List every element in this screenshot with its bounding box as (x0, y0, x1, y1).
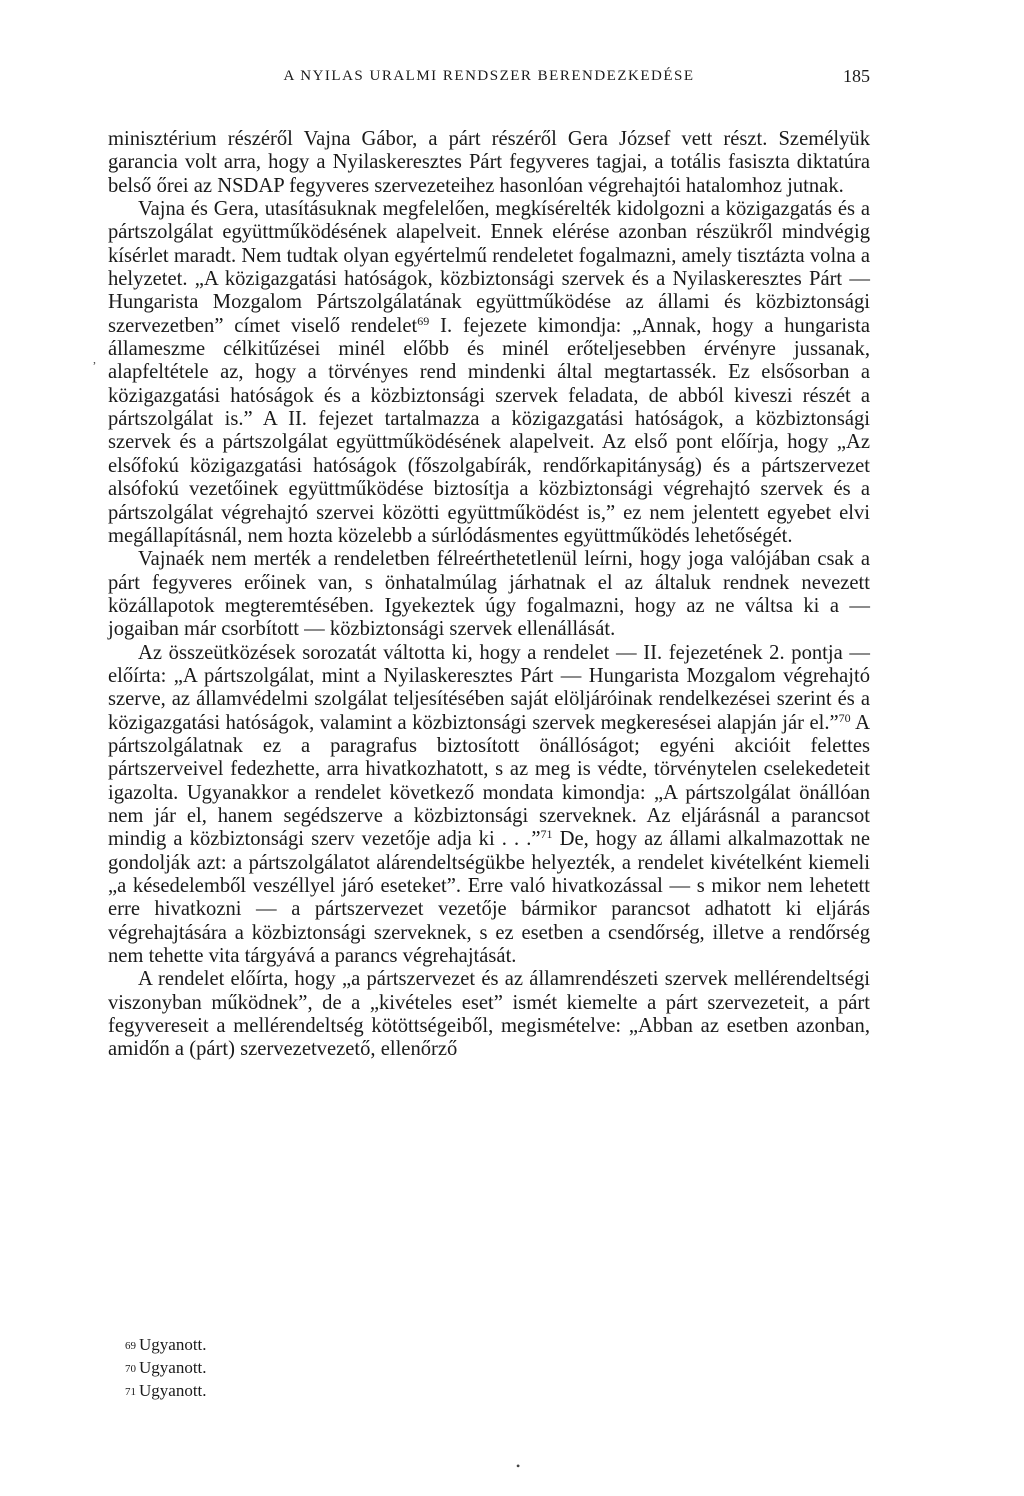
page-number: 185 (843, 66, 870, 86)
paragraph-text: Vajnaék nem merték a rendeletben félreérthetetlenül leírni, hogy joga valójában csak a párt fegyveres erőinek van, s önhatalmúlag járhatnak el az általuk rendnek nevezett közállapotok megteremtésében. Igyekeztek úgy fogalmazni, hogy az ne váltsa ki a — jogaiban már csorbított — közbiztonsági szervek ellenállását. (108, 548, 870, 641)
paragraph (108, 198, 870, 548)
paragraph (108, 968, 870, 1061)
footnotes (108, 1334, 870, 1403)
body-text (108, 128, 870, 1062)
footnote-reference: 69 (417, 313, 430, 328)
footnote-text: Ugyanott. (139, 1358, 207, 1377)
paragraph-text: Az összeütközések sorozatát váltotta ki, hogy a rendelet — II. fejezetének 2. pontja — előírta: „A pártszolgálat, mint a Nyilaskeresztes Párt — Hungarista Mozgalom végrehajtó szerve, az államvédelmi szolgálat teljesítésében saját elöljáróinak rendelkezései szerint és a közigazgatási hatóságok, valamint a közbiztonsági szervek megkeresései alapján jár el.” (108, 641, 870, 734)
margin-mark: , (93, 352, 96, 366)
footnote (108, 1357, 870, 1380)
paragraph-text: minisztérium részéről Vajna Gábor, a párt részéről Gera József vett részt. Személyük garancia volt arra, hogy a Nyilaskeresztes Párt fegyveres tagjai, a totális fasiszta diktatúra belső őrei az NSDAP fegyveres szervezeteihez hasonlóan végrehajtói hatalomhoz jutnak. (108, 128, 870, 197)
page-header (108, 62, 870, 92)
footnote (108, 1334, 870, 1357)
footnote-mark: 71 (125, 1386, 136, 1398)
running-title: A NYILAS URALMI RENDSZER BERENDEZKEDÉSE (283, 68, 695, 84)
footnote-text: Ugyanott. (139, 1335, 207, 1354)
footnote-reference: 71 (540, 827, 553, 842)
footnote-mark: 70 (125, 1363, 136, 1375)
paragraph (108, 128, 870, 198)
paragraph (108, 548, 870, 641)
paragraph-text: I. fejezete kimondja: „Annak, hogy a hungarista állameszme célkitűzései minél előbb és minél erőteljesebben érvényre jussanak, alapfeltétele az, hogy a törvényes rend mindenki által megtartassék. Ez elsősorban a közigazgatási hatóságok és a közbiztonsági szervek feladata, de abból kiveszi részét a pártszolgálat is.” A II. fejezet tartalmazza a közigazgatási hatóságok, a közbiztonsági szervek és a pártszolgálat együttműködésének alapelveit. Az első pont előírja, hogy „Az elsőfokú közigazgatási hatóságok (főszolgabírák, rendőrkapitányság) és a pártszervezet alsófokú vezetőinek együttműködése biztosítja a közbiztonsági végrehajtó szervek és a pártszolgálat végrehajtó szervei közötti együttműködést is,” ez nem jelentett egyebet elvi megállapításnál, nem hozta közelebb a súrlódásmentes együttműködés lehetőségét. (108, 314, 870, 547)
footnote (108, 1380, 870, 1403)
footnote-mark: 69 (125, 1340, 136, 1352)
paragraph-text: A pártszolgálatnak ez a paragrafus biztosított önállóságot; egyéni akcióit felettes pártszerveivel fedezhette, arra hivatkozhatott, s az meg is védte, törvénytelen cselekedeteit igazolta. Ugyanakkor a rendelet következő mondata kimondja: „A pártszolgálat önállóan nem jár el, hanem segédszerve a közbiztonsági szerveknek. Az eljárásnál a parancsot mindig a közbiztonsági szerv vezetője adja ki . . .” (108, 711, 870, 851)
paragraph-text: A rendelet előírta, hogy „a pártszervezet és az államrendészeti szervek mellérendeltségi viszonyban működnek”, de a „kivételes eset” ismét kiemelte a párt szervezeteit, a párt fegyvereseit a mellérendeltség kötöttségeiből, megismételve: „Abban az esetben azonban, amidőn a (párt) szervezetvezető, ellenőrző (108, 968, 870, 1061)
footnote-reference: 70 (838, 710, 851, 725)
bottom-mark: • (516, 1459, 521, 1473)
paragraph-text: De, hogy az állami alkalmazottak ne gondolják azt: a pártszolgálatot alárendeltségükbe helyezték, a rendelet kivételként kiemeli „a késedelemből veszéllyel járó eseteket”. Erre való hivatkozással — s mikor nem lehetett erre hivatkozni — a pártszervezet vezetője bármikor parancsot adhatott ki eljárás végrehajtására a közbiztonsági szerveknek, s ez esetben a csendőrség, illetve a rendőrség nem tehette vita tárgyává a parancs végrehajtását. (108, 828, 870, 968)
paragraph (108, 642, 870, 969)
paragraph-text: Vajna és Gera, utasításuknak megfelelően, megkísérelték kidolgozni a közigazgatás és a pártszolgálat együttműködésének alapelveit. Ennek elérése azonban részükről mindvégig kísérlet maradt. Nem tudtak olyan egyértelmű rendeletet fogalmazni, amely tisztázta volna a helyzetet. „A közigazgatási hatóságok, közbiztonsági szervek és a Nyilaskeresztes Párt — Hungarista Mozgalom Pártszolgálatának együttműködése az állami és közbiztonsági szervezetben” címet viselő rendelet (108, 198, 870, 337)
footnote-text: Ugyanott. (139, 1381, 207, 1400)
